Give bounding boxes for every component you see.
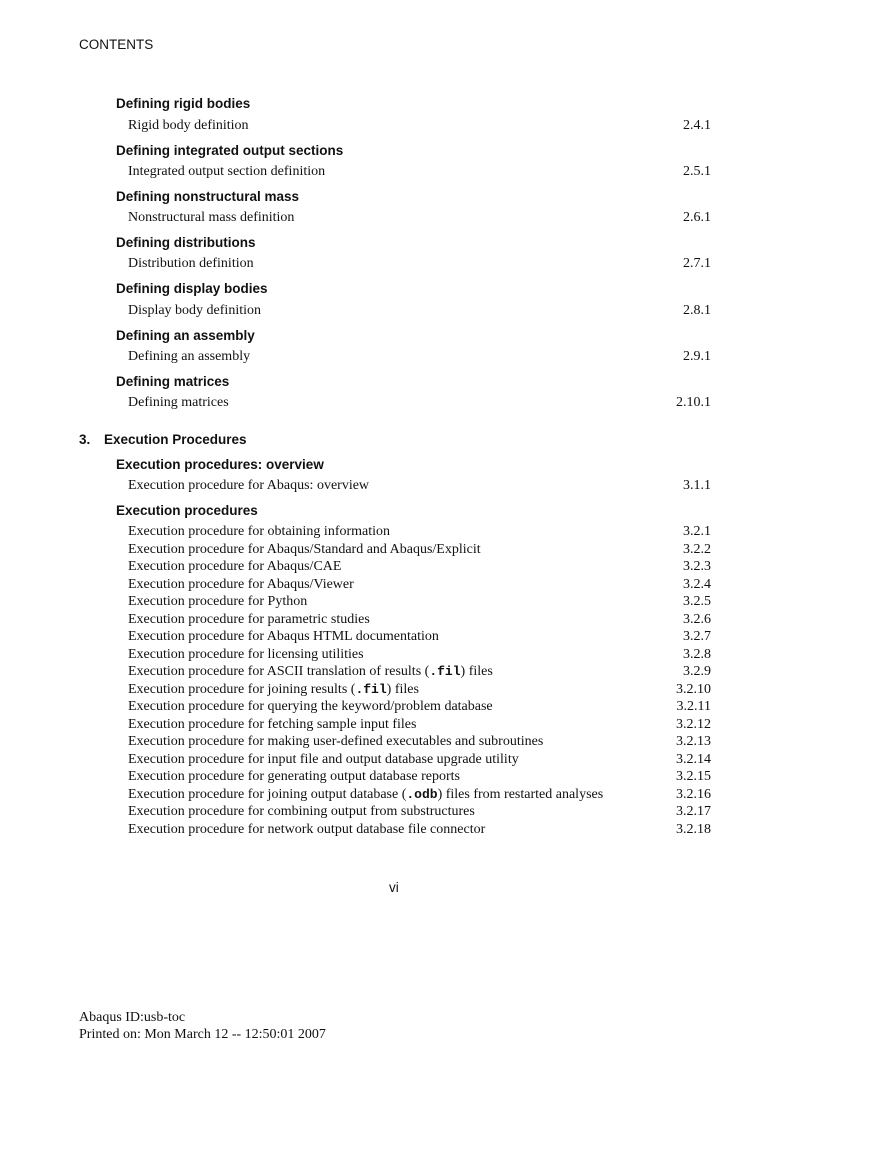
- toc-entry[interactable]: [128, 348, 711, 366]
- section-heading: Defining rigid bodies: [116, 96, 251, 111]
- toc-entry[interactable]: [128, 541, 711, 559]
- toc-entry-title: Execution procedure for Abaqus/Viewer: [128, 577, 354, 592]
- toc-entry[interactable]: [128, 593, 711, 611]
- toc-entry[interactable]: [128, 698, 711, 716]
- toc-entry[interactable]: [128, 209, 711, 227]
- toc-entry-ref: 3.2.14: [676, 752, 711, 767]
- file-extension-code: .odb: [406, 787, 438, 802]
- toc-entry-ref: 2.7.1: [683, 256, 711, 271]
- toc-entry[interactable]: [128, 733, 711, 751]
- toc-entry-ref: 3.2.13: [676, 734, 711, 749]
- title-text: ) files: [460, 664, 493, 679]
- file-extension-code: .fil: [429, 664, 461, 679]
- footer-print-date: Printed on: Mon March 12 -- 12:50:01 2007: [79, 1027, 326, 1042]
- toc-entry-ref: 3.2.17: [676, 804, 711, 819]
- title-text: ) files from restarted analyses: [437, 787, 604, 802]
- page-header-title: CONTENTS: [79, 37, 154, 52]
- toc-entry-ref: 2.10.1: [676, 395, 711, 410]
- toc-entry-title: Execution procedure for combining output from substructures: [128, 804, 475, 819]
- toc-entry[interactable]: [128, 681, 711, 699]
- toc-entry-title: [128, 786, 603, 804]
- toc-entry[interactable]: [128, 394, 711, 412]
- toc-entry[interactable]: [128, 477, 711, 495]
- toc-entry-title: Execution procedure for fetching sample input files: [128, 717, 417, 732]
- toc-entry-ref: 3.2.7: [683, 629, 711, 644]
- title-text: Execution procedure for joining output database (: [128, 787, 407, 802]
- section-heading: Defining nonstructural mass: [116, 189, 300, 204]
- toc-entry[interactable]: [128, 117, 711, 135]
- toc-entry-title: Distribution definition: [128, 256, 254, 271]
- toc-entry[interactable]: [128, 558, 711, 576]
- toc-entry[interactable]: [128, 716, 711, 734]
- toc-entry-title: Execution procedure for network output database file connector: [128, 822, 486, 837]
- toc-entry-title: Execution procedure for Python: [128, 594, 308, 609]
- toc-entry[interactable]: [128, 646, 711, 664]
- toc-entry[interactable]: [128, 255, 711, 273]
- toc-entry-ref: 3.2.11: [676, 699, 711, 714]
- section-heading: Execution procedures: [116, 503, 258, 518]
- toc-entry[interactable]: [128, 523, 711, 541]
- toc-entry-title: [128, 681, 419, 699]
- toc-entry-ref: 3.2.6: [683, 612, 711, 627]
- toc-entry-ref: 2.5.1: [683, 164, 711, 179]
- toc-entry-title: Execution procedure for Abaqus/CAE: [128, 559, 342, 574]
- section-heading: Defining an assembly: [116, 328, 255, 343]
- toc-entry-title: Execution procedure for querying the keyword/problem database: [128, 699, 493, 714]
- toc-entry-title: Rigid body definition: [128, 118, 249, 133]
- file-extension-code: .fil: [355, 682, 387, 697]
- section-heading: Defining distributions: [116, 235, 256, 250]
- toc-entry-ref: 2.4.1: [683, 118, 711, 133]
- toc-entry-title: Execution procedure for licensing utilities: [128, 647, 364, 662]
- chapter-heading[interactable]: [79, 432, 247, 447]
- toc-entry-title: Defining matrices: [128, 395, 229, 410]
- toc-entry-title: Execution procedure for Abaqus/Standard and Abaqus/Explicit: [128, 542, 481, 557]
- section-heading: Defining matrices: [116, 374, 230, 389]
- toc-entry[interactable]: [128, 821, 711, 839]
- toc-entry-ref: 3.2.15: [676, 769, 711, 784]
- footer-document-id: Abaqus ID:usb-toc: [79, 1010, 186, 1025]
- toc-entry-ref: 3.2.12: [676, 717, 711, 732]
- toc-entry-title: Nonstructural mass definition: [128, 210, 295, 225]
- toc-entry[interactable]: [128, 803, 711, 821]
- title-text: ) files: [386, 682, 419, 697]
- toc-entry[interactable]: [128, 611, 711, 629]
- toc-entry-title: Execution procedure for Abaqus: overview: [128, 478, 370, 493]
- toc-entry-ref: 2.9.1: [683, 349, 711, 364]
- toc-entry-ref: 3.1.1: [683, 478, 711, 493]
- toc-entry[interactable]: [128, 663, 711, 681]
- toc-entry[interactable]: [128, 163, 711, 181]
- toc-entry-ref: 3.2.10: [676, 682, 711, 697]
- toc-entry-title: Execution procedure for Abaqus HTML documentation: [128, 629, 439, 644]
- toc-entry-title: Execution procedure for making user-defined executables and subroutines: [128, 734, 544, 749]
- toc-entry-title: Execution procedure for obtaining information: [128, 524, 391, 539]
- toc-entry-title: Execution procedure for parametric studies: [128, 612, 370, 627]
- toc-entry-ref: 3.2.5: [683, 594, 711, 609]
- toc-entry-ref: 3.2.4: [683, 577, 711, 592]
- toc-entry[interactable]: [128, 576, 711, 594]
- toc-entry-ref: 3.2.9: [683, 664, 711, 679]
- toc-entry-title: Display body definition: [128, 303, 261, 318]
- toc-entry-title: Defining an assembly: [128, 349, 251, 364]
- toc-entry[interactable]: [128, 786, 711, 804]
- toc-entry-ref: 3.2.1: [683, 524, 711, 539]
- toc-entry[interactable]: [128, 768, 711, 786]
- toc-entry-ref: 3.2.3: [683, 559, 711, 574]
- toc-entry-title: Execution procedure for generating output database reports: [128, 769, 460, 784]
- toc-entry[interactable]: [128, 302, 711, 320]
- chapter-number: 3.: [79, 432, 91, 447]
- toc-entry-title: Execution procedure for input file and output database upgrade utility: [128, 752, 519, 767]
- toc-entry-ref: 2.6.1: [683, 210, 711, 225]
- toc-entry-ref: 3.2.16: [676, 787, 711, 802]
- toc-entry[interactable]: [128, 751, 711, 769]
- section-heading: Execution procedures: overview: [116, 457, 324, 472]
- toc-entry-ref: 3.2.2: [683, 542, 711, 557]
- section-heading: Defining display bodies: [116, 281, 268, 296]
- toc-entry-ref: 2.8.1: [683, 303, 711, 318]
- section-heading: Defining integrated output sections: [116, 143, 344, 158]
- toc-entry-ref: 3.2.8: [683, 647, 711, 662]
- page-number: vi: [389, 880, 399, 895]
- toc-entry-ref: 3.2.18: [676, 822, 711, 837]
- toc-entry-title: Integrated output section definition: [128, 164, 326, 179]
- chapter-title: Execution Procedures: [104, 432, 247, 447]
- title-text: Execution procedure for joining results (: [128, 682, 356, 697]
- toc-entry[interactable]: [128, 628, 711, 646]
- toc-entry-title: [128, 663, 493, 681]
- title-text: Execution procedure for ASCII translation of results (: [128, 664, 430, 679]
